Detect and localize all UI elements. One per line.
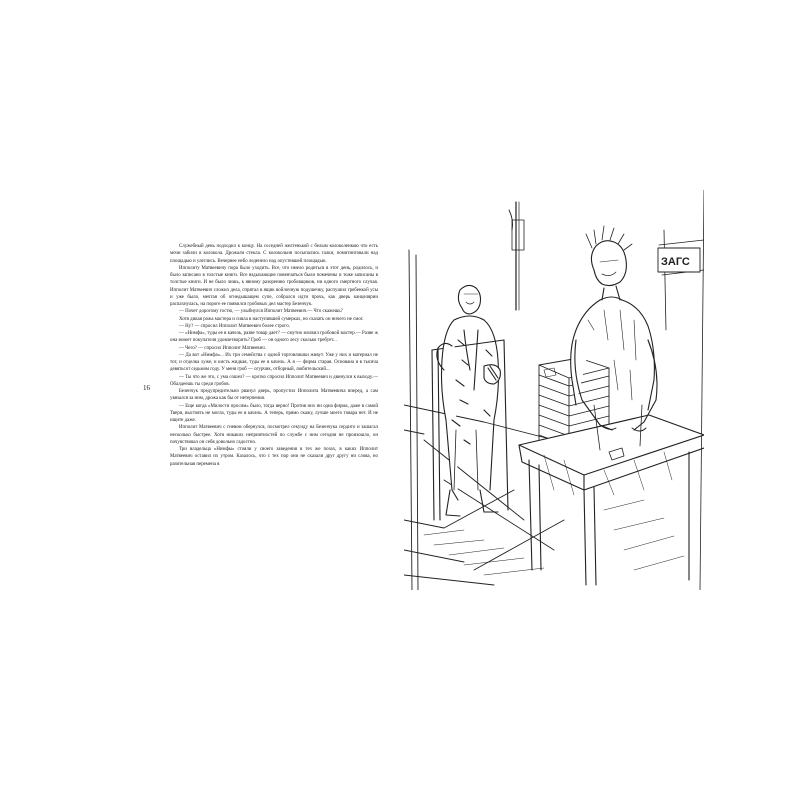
floor-hatching: [424, 500, 684, 575]
paragraph: Три владельца «Нимфы» стояли у своего заведения в тех же позах, в каких Ипполит Матвеевич оставил их утром. Казалось, что с тех пор они не сказали друг другу ни слова, но разительная перемена в: [170, 447, 378, 467]
paragraph: — Почет дорогому гостю, — улыбнулся Ипполит Матвеевич.— Что скажешь?: [179, 309, 343, 315]
paragraph: — Ну? — спросил Ипполит Матвеевич более строго.: [179, 323, 290, 329]
paragraph: Хотя дикая рожа мастера и сияла в наступившей сумерках, но сказать он ничего не смог.: [179, 316, 364, 322]
zags-sign: [658, 248, 700, 272]
paragraph: — «Нимфа», туды ее в качель, разве товар дает? — смутно молвил гробовой мастер.— Разве ж она может покупателя удовлетворить? Гроб — он одного лесу сколько требует...: [170, 331, 378, 344]
text-column: [170, 243, 378, 468]
page-number: 16: [143, 384, 150, 392]
paragraph: Служебный день подходил к концу. На соседней желтенькой с белым колоколенкою что есть мочи забили в колокола. Дрожали стекла. С колокольни посыпались галки, помитинговали над площадью и улеглись. Вечернее небо леденело над опустевшей площадью.: [170, 244, 378, 264]
pen-drawing-illustration: [404, 190, 704, 590]
paragraph: Ипполит Матвеевич с гневом обернулся, посмотрел секунду на Безенчука сердито и зашагал несколько быстрее. Хотя никаких неприятностей по службе с ним сегодня не произошло, он почувствовал он себя довольно гадостно.: [170, 425, 378, 445]
paragraph: — Чего? — спросил Ипполит Матвеевич.: [179, 345, 266, 351]
paragraph: Безенчук предупредительно рванул дверь, пропустил Ипполита Матвеевича вперед, а сам увязался за ним, дрожа как бы от нетерпения.: [170, 389, 378, 402]
desk: [519, 415, 704, 585]
paragraph: — Еще когда «Милости просим» было, тогда верно! Против них ни одна фирма, даже в самой Твери, выстоять не могла, туды ее в качель. А теперь, прямо скажу, лучше моего товара нет. И не ищите даже.: [170, 403, 378, 423]
paragraph: Ипполиту Матвеевичу пора было уходить. Все, что имело родиться в этот день, родилось, и было записано в толстые книги. Все вздыхающие повенчаться были помечены и тоже записаны в толстые книги. И не было лишь, к явному разорению гробовщиков, ни одного смертного случая. Ипполит Матвеевич сложил дела, спрятал в ящик войлочную подушечку, распушил гребенкой усы и уже было, мечтая об огнедышащем супе, собрался идти прочь, как дверь канцелярии распахнулась, на пороге ее появился гробовых дел мастер Безенчук.: [170, 265, 378, 307]
zags-sign-text: ЗАГС: [661, 256, 690, 268]
paragraph: — Ты что же это, с ума сошел? — кротко спросил Ипполит Матвеевич и двинулся к выходу.— Обалдеешь ты среди гробов.: [170, 374, 378, 387]
paragraph: — Да вот «Нимфа»... Их три семейства с одной торговлишки живут. Уже у них и материал не тот, и отделка хуже, и кисть жидкая, туды ее в качель. А я — фирма старая. Основана я в тысяча девятьсот седьмом году. У меня гроб — огурчик, отборный, любительский...: [170, 352, 378, 373]
illustration-svg: [404, 190, 704, 590]
